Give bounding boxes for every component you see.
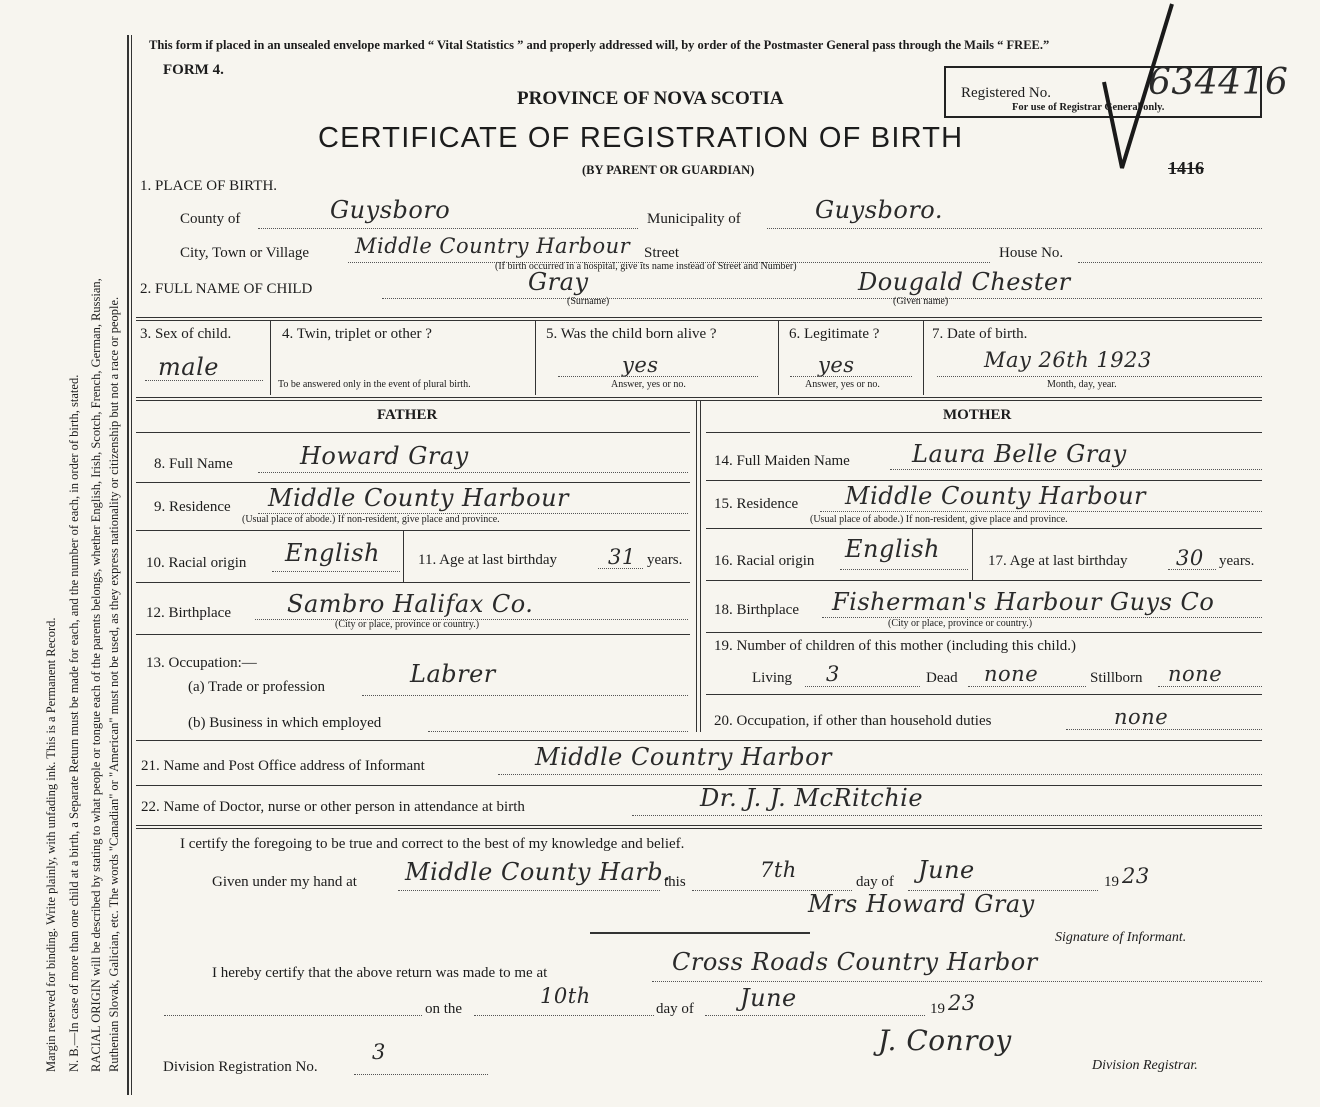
father-age-unit: years.	[647, 552, 683, 568]
father-residence-caption: (Usual place of abode.) If non-resident, give place and province.	[242, 514, 500, 525]
father-rule	[136, 582, 690, 583]
father-rule	[136, 432, 690, 433]
informant-value: Middle Country Harbor	[535, 743, 833, 771]
legitimate-line	[790, 376, 912, 377]
signature-caption: Signature of Informant.	[1055, 930, 1187, 945]
city-label: City, Town or Village	[180, 245, 310, 261]
parents-divider-2	[700, 400, 701, 732]
registrar-year-suffix: 23	[948, 991, 976, 1015]
dob-line	[937, 376, 1262, 377]
mother-occupation-value: none	[1114, 705, 1169, 729]
father-name-label: 8. Full Name	[154, 456, 233, 472]
alive-caption: Answer, yes or no.	[611, 379, 686, 390]
mother-rule	[706, 432, 1262, 433]
registrar-day-of-label: day of	[656, 1001, 694, 1017]
mother-age-value: 30	[1176, 546, 1204, 570]
father-trade-line	[362, 695, 688, 696]
legitimate-caption: Answer, yes or no.	[805, 379, 880, 390]
legitimate-label: 6. Legitimate ?	[789, 326, 880, 342]
given-year-suffix: 23	[1122, 864, 1150, 888]
division-registrar-caption: Division Registrar.	[1092, 1058, 1198, 1073]
given-name-caption: (Given name)	[893, 296, 949, 307]
doctor-line	[632, 815, 1262, 816]
mother-rule	[706, 632, 1262, 633]
section-rule	[136, 828, 1262, 829]
stillborn-value: none	[1168, 662, 1223, 686]
father-age-value: 31	[608, 545, 636, 569]
old-number: 1416	[1168, 158, 1204, 178]
house-number-line	[1078, 262, 1262, 263]
father-trade-value: Labrer	[410, 660, 496, 688]
registrar-place-value: Cross Roads Country Harbor	[672, 948, 1038, 976]
twin-label: 4. Twin, triplet or other ?	[282, 326, 432, 342]
mother-rule	[706, 694, 1262, 695]
doctor-label: 22. Name of Doctor, nurse or other person in attendance at birth	[141, 799, 525, 815]
father-name-value: Howard Gray	[300, 442, 469, 470]
informant-signature: Mrs Howard Gray	[808, 890, 1035, 918]
form-number: FORM 4.	[163, 62, 224, 78]
mother-heading: MOTHER	[943, 407, 1012, 423]
registrar-day-value: 10th	[540, 984, 591, 1008]
father-heading: FATHER	[377, 407, 438, 423]
father-rule	[136, 634, 690, 635]
child-given-name: Dougald Chester	[858, 268, 1071, 296]
county-label: County of	[180, 211, 241, 227]
sex-label: 3. Sex of child.	[140, 326, 232, 342]
living-value: 3	[826, 662, 840, 686]
father-birthplace-caption: (City or place, province or country.)	[335, 619, 480, 630]
signature-rule	[590, 932, 810, 934]
father-racial-label: 10. Racial origin	[146, 555, 247, 571]
father-residence-label: 9. Residence	[154, 499, 231, 515]
registered-label: Registered No.	[961, 85, 1051, 101]
mother-name-line	[890, 469, 1262, 470]
mother-residence-label: 15. Residence	[714, 496, 799, 512]
mother-name-value: Laura Belle Gray	[912, 440, 1127, 468]
grid-top-rule-2	[136, 320, 1262, 321]
mother-occupation-label: 20. Occupation, if other than household duties	[714, 713, 992, 729]
father-name-line	[258, 472, 688, 473]
mother-racial-line	[840, 569, 968, 570]
mother-children-label: 19. Number of children of this mother (including this child.)	[714, 638, 1077, 654]
dob-value: May 26th 1923	[984, 348, 1152, 372]
informant-label: 21. Name and Post Office address of Informant	[141, 758, 425, 774]
mother-residence-caption: (Usual place of abode.) If non-resident, give place and province.	[810, 514, 1068, 525]
mother-birthplace-value: Fisherman's Harbour Guys Co	[832, 588, 1215, 616]
grid-bottom-rule-2	[136, 400, 1262, 401]
registrar-year-prefix: 19	[930, 1001, 945, 1017]
mother-residence-value: Middle County Harbour	[845, 482, 1146, 510]
registrar-place-line	[652, 981, 1262, 982]
nb-note: N. B.—In case of more than one child at a birth, a Separate Return must be made for each, and the number of each, in order of birth, stated.	[67, 374, 81, 1072]
father-racial-value: English	[285, 539, 380, 567]
living-label: Living	[752, 670, 792, 686]
child-name-label: 2. FULL NAME OF CHILD	[140, 281, 313, 297]
registered-note: For use of Registrar General only.	[1012, 102, 1165, 113]
municipality-label: Municipality of	[647, 211, 741, 227]
grid-top-rule	[136, 317, 1262, 318]
mother-age-unit: years.	[1219, 553, 1255, 569]
county-value: Guysboro	[330, 196, 451, 224]
dead-label: Dead	[926, 670, 958, 686]
street-label: Street	[644, 245, 679, 261]
grid-bottom-rule	[136, 397, 1262, 398]
grid-divider	[923, 320, 924, 395]
mother-racial-value: English	[845, 535, 940, 563]
mother-racial-label: 16. Racial origin	[714, 553, 815, 569]
father-business-label: (b) Business in which employed	[188, 715, 382, 731]
informant-line	[498, 774, 1262, 775]
given-day-value: 7th	[760, 858, 797, 882]
checkmark-icon	[1100, 0, 1180, 180]
father-business-line	[428, 731, 688, 732]
division-label: Division Registration No.	[163, 1059, 318, 1075]
parents-divider	[696, 400, 697, 732]
municipality-line	[767, 228, 1262, 229]
section-rule	[136, 785, 1262, 786]
surname-caption: (Surname)	[567, 296, 610, 307]
place-of-birth-heading: 1. PLACE OF BIRTH.	[140, 178, 278, 194]
alive-value: yes	[622, 353, 659, 377]
child-name-line	[382, 298, 1262, 299]
margin-rule	[127, 35, 129, 1095]
mother-rule	[706, 580, 1262, 581]
on-the-label: on the	[425, 1001, 463, 1017]
dob-caption: Month, day, year.	[1047, 379, 1117, 390]
alive-label: 5. Was the child born alive ?	[546, 326, 717, 342]
mother-rule	[706, 480, 1262, 481]
stillborn-label: Stillborn	[1090, 670, 1143, 686]
grid-divider	[270, 320, 271, 395]
certificate-subtitle: (BY PARENT OR GUARDIAN)	[582, 163, 755, 177]
this-label: this	[664, 874, 686, 890]
registrar-signature: J. Conroy	[878, 1024, 1012, 1057]
mother-racial-divider	[972, 528, 973, 580]
registrar-day-line	[474, 1015, 654, 1016]
sex-line	[145, 380, 263, 381]
margin-note: Margin reserved for binding. Write plainly, with unfading ink. This is a Permanent Record.	[44, 617, 58, 1072]
legitimate-value: yes	[818, 353, 855, 377]
certify-statement: I certify the foregoing to be true and correct to the best of my knowledge and belief.	[180, 836, 685, 852]
mother-occupation-line	[1066, 729, 1262, 730]
margin-rule-inner	[131, 35, 132, 1095]
twin-note: To be answered only in the event of plural birth.	[278, 379, 471, 390]
house-number-label: House No.	[999, 245, 1064, 261]
given-under-label: Given under my hand at	[212, 874, 357, 890]
child-surname: Gray	[528, 268, 589, 296]
registrar-month-value: June	[740, 984, 797, 1012]
racial-origin-note-1: RACIAL ORIGIN will be described by stating to what people or tongue each of the parents belongs, whether English, Irish, Scotch, French, German, Russian,	[89, 278, 103, 1072]
mother-name-label: 14. Full Maiden Name	[714, 453, 850, 469]
father-trade-label: (a) Trade or profession	[188, 679, 326, 695]
mother-residence-line	[820, 511, 1262, 512]
father-racial-line	[272, 571, 400, 572]
father-birthplace-value: Sambro Halifax Co.	[287, 590, 534, 618]
doctor-value: Dr. J. J. McRitchie	[700, 784, 924, 812]
father-residence-value: Middle County Harbour	[268, 484, 569, 512]
given-day-of-label: day of	[856, 874, 894, 890]
registrar-lead-line	[164, 1015, 422, 1016]
grid-divider	[535, 320, 536, 395]
registered-number: 634416	[1148, 62, 1289, 103]
father-age-label: 11. Age at last birthday	[418, 552, 557, 568]
division-value: 3	[372, 1040, 386, 1064]
living-line	[805, 686, 920, 687]
dead-value: none	[984, 662, 1039, 686]
mother-birthplace-label: 18. Birthplace	[714, 602, 799, 618]
sex-value: male	[158, 353, 219, 381]
municipality-value: Guysboro.	[815, 196, 943, 224]
given-year-prefix: 19	[1104, 874, 1119, 890]
given-place-value: Middle County Harb.	[405, 858, 672, 886]
mother-age-label: 17. Age at last birthday	[988, 553, 1128, 569]
father-birthplace-label: 12. Birthplace	[146, 605, 231, 621]
father-rule	[136, 530, 690, 531]
province-title: PROVINCE OF NOVA SCOTIA	[517, 88, 784, 109]
father-occupation-label: 13. Occupation:—	[146, 655, 257, 671]
registrar-month-line	[705, 1015, 925, 1016]
division-line	[354, 1074, 488, 1075]
alive-line	[558, 376, 758, 377]
section-rule	[136, 740, 1262, 741]
mother-birthplace-caption: (City or place, province or country.)	[888, 618, 1033, 629]
given-place-line	[398, 890, 660, 891]
dob-label: 7. Date of birth.	[932, 326, 1028, 342]
mother-rule	[706, 528, 1262, 529]
father-rule	[136, 482, 690, 483]
section-rule	[136, 825, 1262, 826]
racial-origin-note-2: Ruthenian Slovak, Galician, etc. The words "Canadian" or "American" must not be used, as they express nationality or citizenship but not a race or people.	[107, 296, 121, 1072]
given-month-value: June	[918, 856, 975, 884]
grid-divider	[778, 320, 779, 395]
dead-line	[968, 686, 1086, 687]
county-line	[258, 228, 638, 229]
hospital-note: (If birth occurred in a hospital, give its name instead of Street and Number)	[495, 261, 797, 272]
registrar-statement: I hereby certify that the above return was made to me at	[212, 965, 548, 981]
postal-note: This form if placed in an unsealed envelope marked “ Vital Statistics ” and properly addressed will, by order of the Postmaster General pass through the Mails “ FREE.”	[149, 38, 1050, 52]
stillborn-line	[1158, 686, 1262, 687]
city-value: Middle Country Harbour	[355, 234, 631, 258]
certificate-title: CERTIFICATE OF REGISTRATION OF BIRTH	[318, 122, 964, 154]
father-racial-divider	[403, 530, 404, 582]
